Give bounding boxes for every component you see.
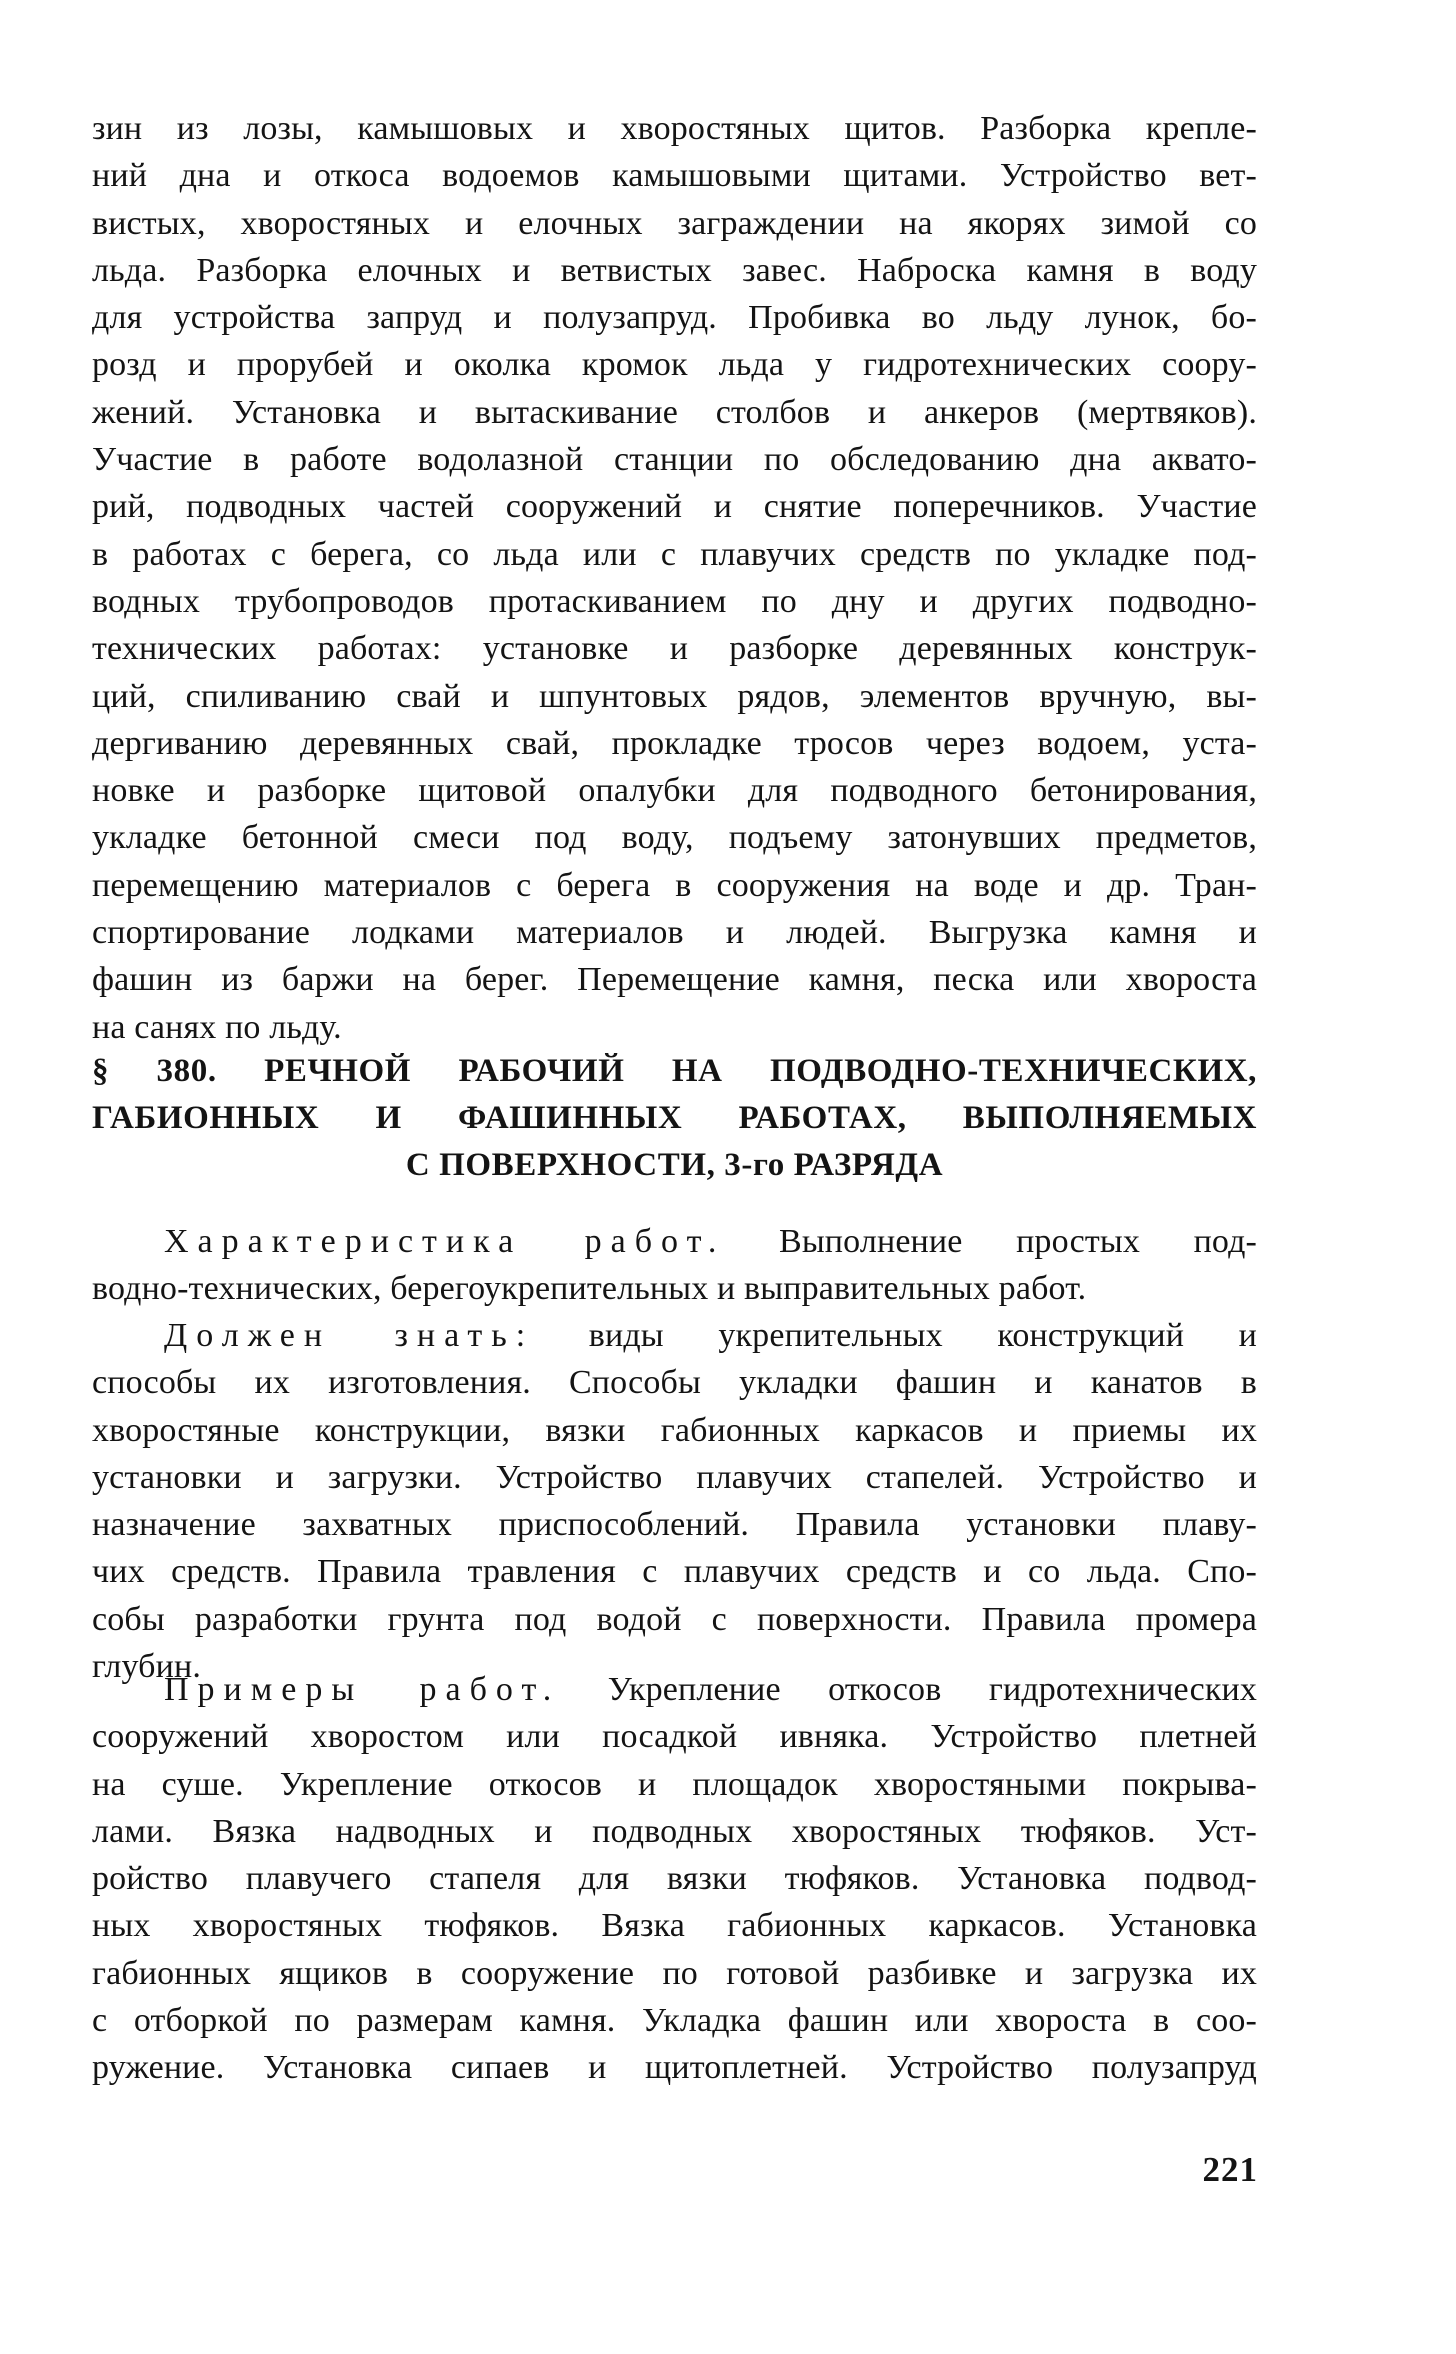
text-fragment: Укрепление откосов гидротехнических [560, 1671, 1257, 1708]
text-fragment: Выполнение простых под- [725, 1223, 1258, 1260]
examples-label: Примеры работ. [164, 1671, 561, 1708]
text-line: ройство плавучего стапеля для вязки тюфяков. Установка подвод- [92, 1860, 1257, 1898]
text-line: назначение захватных приспособлений. Правила установки плаву- [92, 1506, 1257, 1544]
text-line: с отборкой по размерам камня. Укладка фашин или хвороста в соо- [92, 2002, 1257, 2040]
text-line: хворостяные конструкции, вязки габионных каркасов и приемы их [92, 1411, 1257, 1449]
text-line: фашин из баржи на берег. Перемещение камня, песка или хвороста [92, 961, 1257, 999]
text-line: вистых, хворостяных и елочных заграждении на якорях зимой со [92, 204, 1257, 242]
continuation-paragraph [92, 105, 1257, 1051]
text-line: дергиванию деревянных свай, прокладке тросов через водоем, уста- [92, 724, 1257, 762]
text-line: перемещению материалов с берега в сооружения на воде и др. Тран- [92, 866, 1257, 904]
text-line: чих средств. Правила травления с плавучих средств и со льда. Спо- [92, 1553, 1257, 1591]
page-number: 221 [1202, 2150, 1258, 2189]
heading-line: ГАБИОННЫХ И ФАШИННЫХ РАБОТАХ, ВЫПОЛНЯЕМЫХ [92, 1100, 1257, 1136]
text-line: спортирование лодками материалов и людей. Выгрузка камня и [92, 914, 1257, 952]
section-heading [92, 1048, 1257, 1189]
text-line: габионных ящиков в сооружение по готовой разбивке и загрузка их [92, 1954, 1257, 1992]
must-know-label: Должен знать: [164, 1317, 535, 1354]
text-fragment: виды укрепительных конструкций и [534, 1317, 1257, 1354]
text-line: способы их изготовления. Способы укладки фашин и канатов в [92, 1364, 1257, 1402]
text-line: рий, подводных частей сооружений и снятие поперечников. Участие [92, 488, 1257, 526]
must-know-paragraph [92, 1312, 1257, 1690]
text-line: водно-технических, берегоукрепительных и выправительных работ. [92, 1270, 1087, 1308]
text-line: на санях по льду. [92, 1008, 342, 1046]
text-line: жений. Установка и вытаскивание столбов и анкеров (мертвяков). [92, 393, 1257, 431]
text-line: водных трубопроводов протаскиванием по дну и других подводно- [92, 582, 1257, 620]
text-line: установки и загрузки. Устройство плавучих стапелей. Устройство и [92, 1458, 1257, 1496]
text-line: Участие в работе водолазной станции по обследованию дна аквато- [92, 441, 1257, 479]
text-line: для устройства запруд и полузапруд. Пробивка во льду лунок, бо- [92, 299, 1257, 337]
text-line: технических работах: установке и разборке деревянных конструк- [92, 630, 1257, 668]
text-line: ных хворостяных тюфяков. Вязка габионных каркасов. Установка [92, 1907, 1257, 1945]
text-line: на суше. Укрепление откосов и площадок хворостяными покрыва- [92, 1765, 1257, 1803]
text-line: зин из лозы, камышовых и хворостяных щитов. Разборка крепле- [92, 110, 1257, 147]
text-line: сооружений хворостом или посадкой ивняка. Устройство плетней [92, 1718, 1257, 1756]
examples-paragraph [92, 1666, 1257, 2092]
characteristic-label: Характеристика работ. [164, 1223, 726, 1260]
text-line: ружение. Установка сипаев и щитоплетней. Устройство полузапруд [92, 2049, 1257, 2087]
text-line: глубин. [92, 1648, 201, 1686]
text-line: льда. Разборка елочных и ветвистых завес. Наброска камня в воду [92, 251, 1257, 289]
characteristic-paragraph [92, 1218, 1257, 1313]
text-line [92, 1312, 1257, 1359]
heading-line: С ПОВЕРХНОСТИ, 3-го РАЗРЯДА [405, 1147, 944, 1183]
heading-line: § 380. РЕЧНОЙ РАБОЧИЙ НА ПОДВОДНО-ТЕХНИЧЕСКИХ, [92, 1053, 1257, 1089]
text-line: ций, спиливанию свай и шпунтовых рядов, элементов вручную, вы- [92, 677, 1257, 715]
text-line: собы разработки грунта под водой с поверхности. Правила промера [92, 1600, 1257, 1638]
text-line: укладке бетонной смеси под воду, подъему затонувших предметов, [92, 819, 1257, 857]
text-line: розд и прорубей и околка кромок льда у гидротехнических соору- [92, 346, 1257, 384]
text-line: ний дна и откоса водоемов камышовыми щитами. Устройство вет- [92, 157, 1257, 195]
text-line: лами. Вязка надводных и подводных хворостяных тюфяков. Уст- [92, 1812, 1257, 1850]
text-line: в работах с берега, со льда или с плавучих средств по укладке под- [92, 535, 1257, 573]
text-line [92, 1218, 1257, 1265]
text-line: новке и разборке щитовой опалубки для подводного бетонирования, [92, 772, 1257, 810]
text-line [92, 1666, 1257, 1713]
